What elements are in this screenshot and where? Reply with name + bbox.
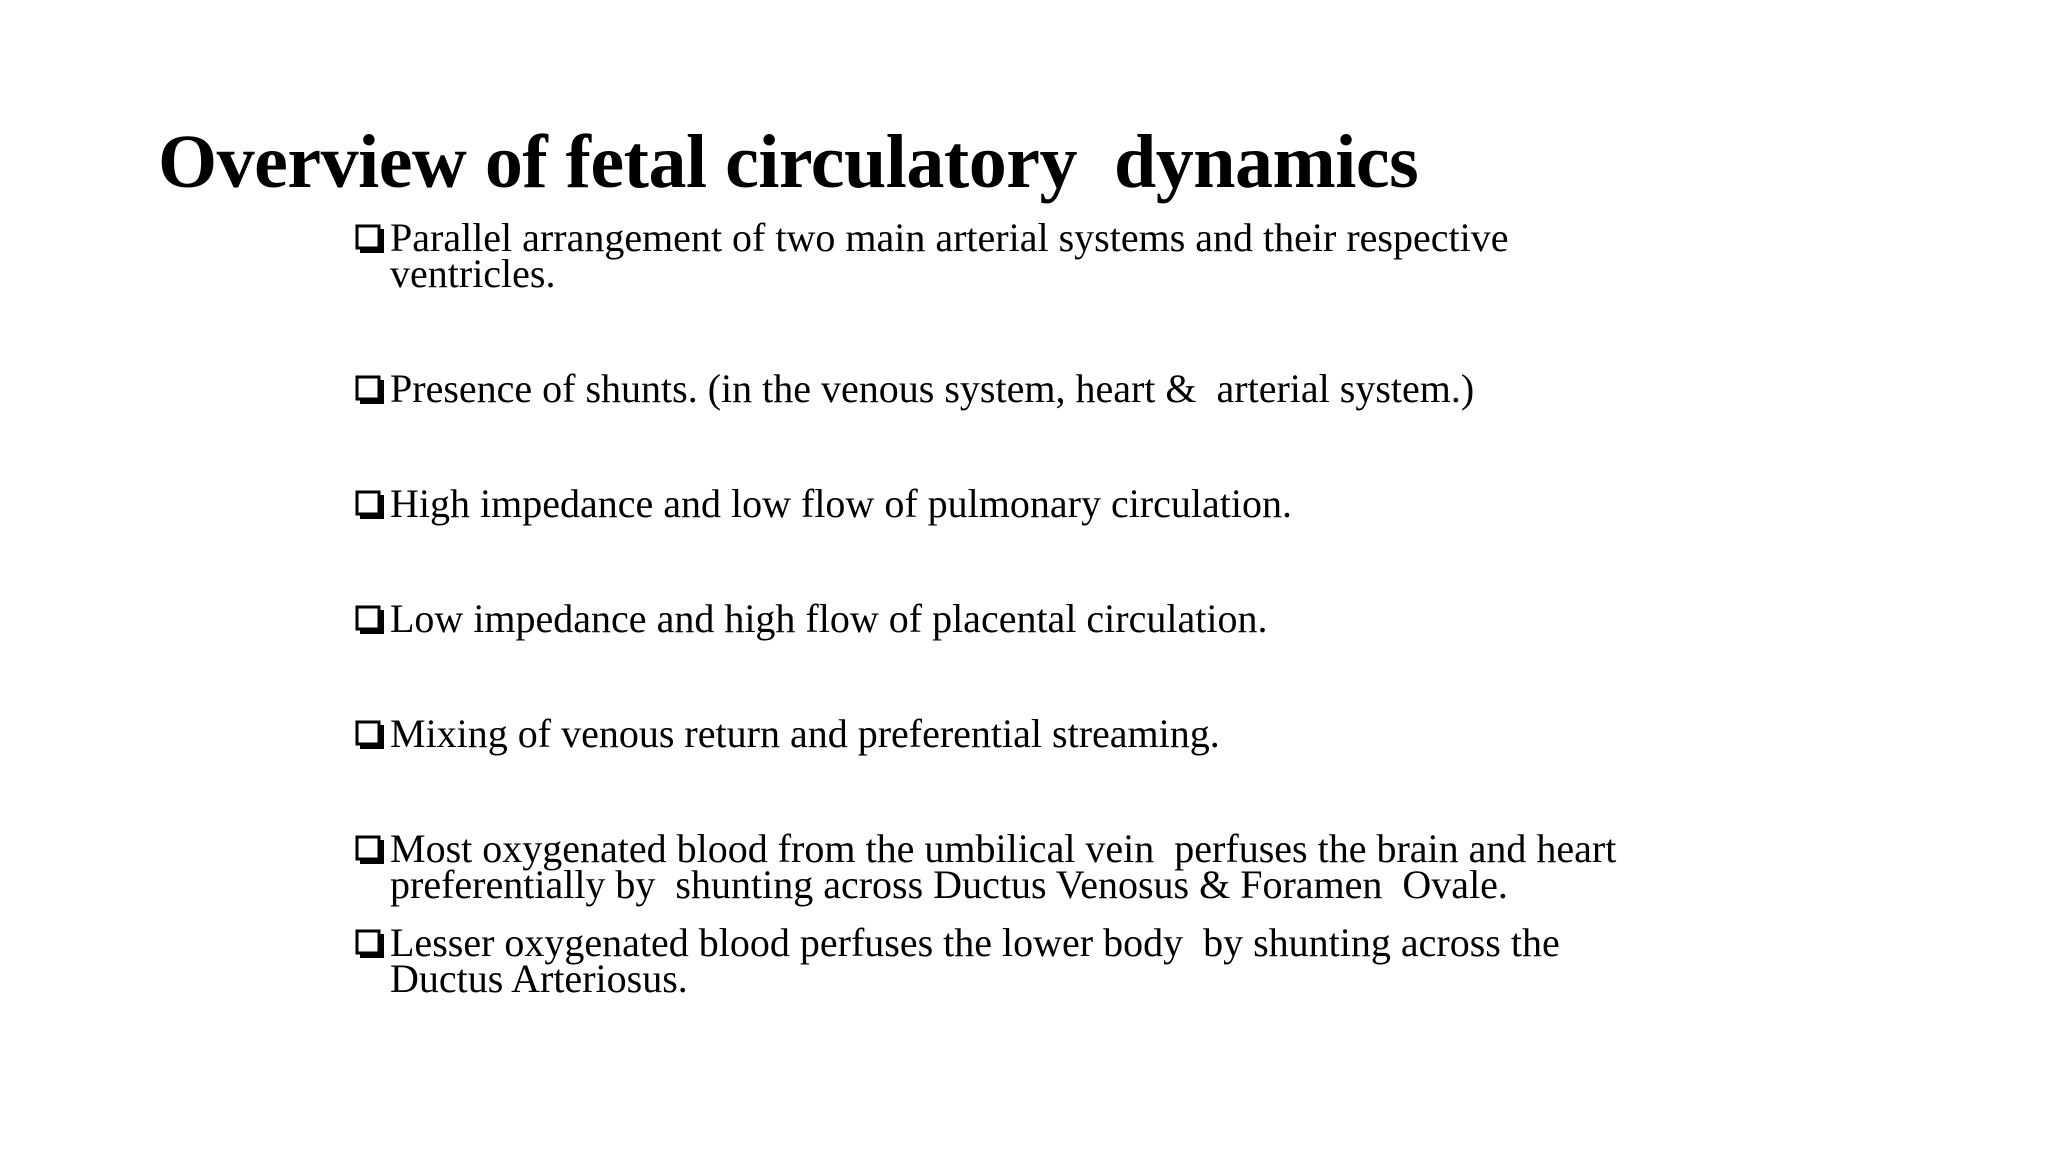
- bullet-text: Presence of shunts. (in the venous system, heart & arterial system.): [390, 366, 1475, 411]
- checkbox-bullet-icon: [355, 605, 386, 635]
- bullet-text: High impedance and low flow of pulmonary circulation.: [390, 481, 1292, 526]
- bullet-item: [355, 481, 1755, 526]
- checkbox-bullet-icon: [355, 720, 386, 750]
- bullet-item: [355, 711, 1755, 756]
- bullet-item: [355, 826, 1755, 907]
- bullet-text: Lesser oxygenated blood perfuses the lower body by shunting across the Ductus Arteriosus.: [390, 920, 1560, 1001]
- bullet-item: [355, 596, 1755, 641]
- bullet-item: [355, 366, 1755, 411]
- checkbox-bullet-icon: [355, 929, 386, 959]
- bullet-text: Low impedance and high flow of placental circulation.: [390, 596, 1268, 641]
- bullet-text: Most oxygenated blood from the umbilical vein perfuses the brain and heart preferentially by shunting across Ductus Venosus & Foramen Ovale.: [390, 826, 1617, 907]
- bullet-text: Parallel arrangement of two main arterial systems and their respective ventricles.: [390, 215, 1509, 296]
- checkbox-bullet-icon: [355, 835, 386, 865]
- checkbox-bullet-icon: [355, 375, 386, 405]
- slide-title: Overview of fetal circulatory dynamics: [158, 120, 1419, 204]
- bullet-item: [355, 215, 1755, 296]
- checkbox-bullet-icon: [355, 490, 386, 520]
- bullet-item: [355, 920, 1755, 1001]
- checkbox-bullet-icon: [355, 224, 386, 254]
- bullet-text: Mixing of venous return and preferential streaming.: [390, 711, 1220, 756]
